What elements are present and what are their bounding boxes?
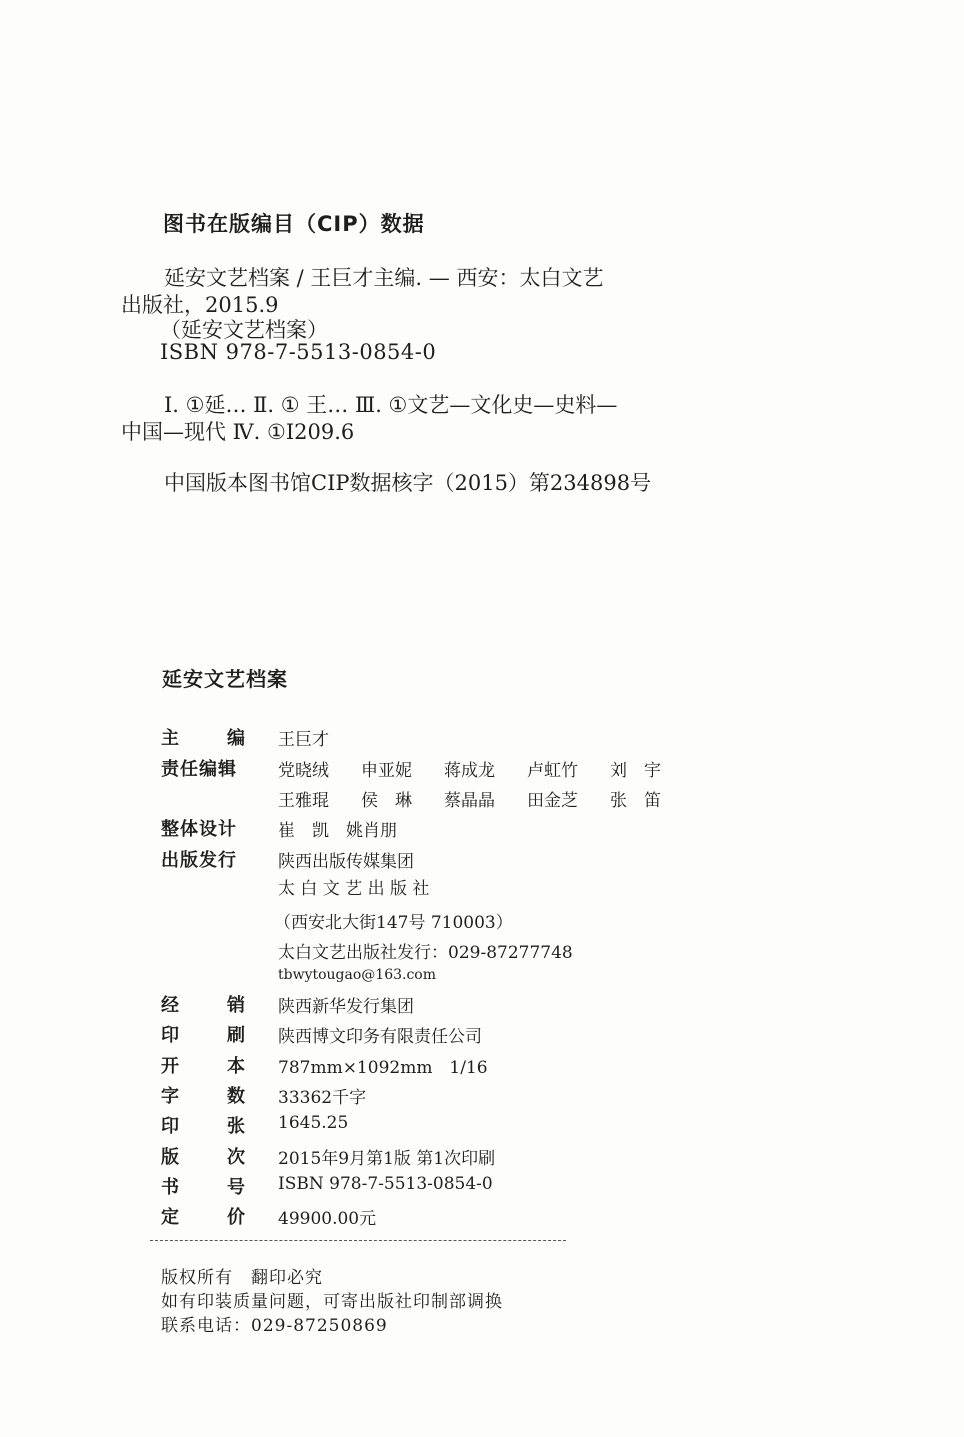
cip-line-record-number: 中国版本图书馆CIP数据核字（2015）第234898号	[164, 471, 652, 495]
sheets-value: 1645.25	[278, 1113, 349, 1133]
isbn-value: ISBN 978-7-5513-0854-0	[278, 1174, 493, 1194]
wordcount-label: 字 数	[161, 1086, 245, 1107]
publisher-label: 出版发行	[161, 850, 237, 871]
isbn-label: 书 号	[161, 1177, 245, 1198]
editor-label: 主 编	[161, 728, 245, 749]
wordcount-value: 33362千字	[278, 1088, 367, 1108]
responsible-editors-row-1	[278, 756, 661, 781]
editor-name: 田金芝	[527, 791, 578, 811]
publisher-email: tbwytougao@163.com	[278, 967, 437, 983]
editor-name: 张 笛	[610, 791, 661, 811]
cip-heading: 图书在版编目（CIP）数据	[163, 212, 425, 236]
price-label: 定 价	[161, 1207, 245, 1228]
editor-name: 卢虹竹	[527, 761, 578, 781]
design-label: 整体设计	[161, 819, 237, 840]
format-value: 787mm×1092mm 1/16	[278, 1058, 488, 1078]
editor-name: 刘 宇	[610, 761, 661, 781]
book-title: 延安文艺档案	[162, 667, 288, 691]
editor-name: 申亚妮	[361, 761, 412, 781]
edition-value: 2015年9月第1版 第1次印刷	[278, 1149, 496, 1169]
responsible-editors-label: 责任编辑	[161, 759, 237, 780]
publisher-name: 太 白 文 艺 出 版 社	[278, 879, 430, 899]
editor-name: 蒋成龙	[444, 761, 495, 781]
editor-value: 王巨才	[278, 730, 329, 750]
cip-line-classification-cont: 中国—现代 Ⅳ. ①I209.6	[121, 420, 355, 444]
publisher-address: （西安北大街147号 710003）	[274, 913, 513, 933]
edition-label: 版 次	[161, 1147, 245, 1168]
responsible-editors-row-2	[278, 786, 661, 811]
copyright-notice: 版权所有 翻印必究	[161, 1268, 323, 1288]
cip-line-classification: Ⅰ. ①延… Ⅱ. ① 王… Ⅲ. ①文艺—文化史—史料—	[164, 393, 618, 417]
distributor-value: 陕西新华发行集团	[278, 997, 414, 1017]
sheets-label: 印 张	[161, 1116, 245, 1137]
distributor-label: 经 销	[161, 995, 245, 1016]
design-value: 崔 凯 姚肖朋	[278, 821, 397, 841]
divider	[150, 1240, 566, 1241]
cip-line-series: （延安文艺档案）	[160, 318, 328, 342]
editor-name: 侯 琳	[361, 791, 412, 811]
printer-label: 印 刷	[161, 1025, 245, 1046]
publisher-group: 陕西出版传媒集团	[278, 852, 414, 872]
format-label: 开 本	[161, 1056, 245, 1077]
publisher-phone: 太白文艺出版社发行：029-87277748	[278, 943, 573, 963]
editor-name: 王雅琨	[278, 791, 329, 811]
printer-value: 陕西博文印务有限责任公司	[278, 1027, 482, 1047]
editor-name: 蔡晶晶	[444, 791, 495, 811]
price-value: 49900.00元	[278, 1209, 377, 1229]
cip-line-publisher: 出版社，2015.9	[121, 293, 279, 317]
contact-phone: 联系电话：029-87250869	[161, 1316, 388, 1336]
cip-line-isbn: ISBN 978-7-5513-0854-0	[160, 340, 437, 364]
cip-line-title: 延安文艺档案 / 王巨才主编. — 西安：太白文艺	[164, 266, 604, 290]
editor-name: 党晓绒	[278, 761, 329, 781]
quality-notice: 如有印装质量问题，可寄出版社印制部调换	[161, 1292, 503, 1312]
